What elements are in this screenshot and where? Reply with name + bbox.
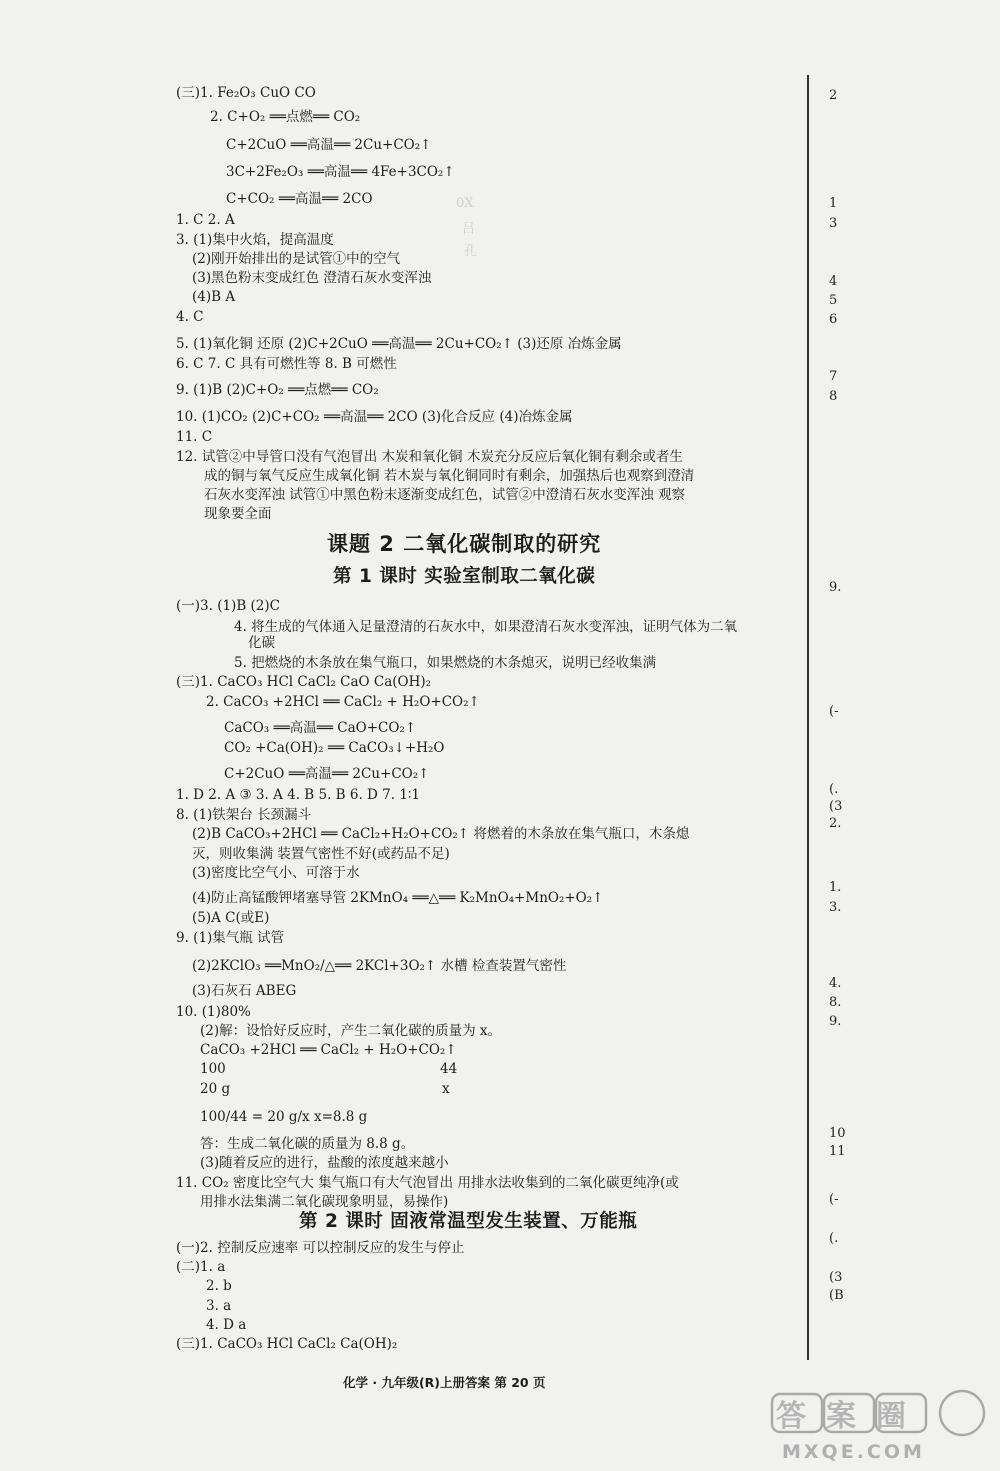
margin-fragment: 9. — [829, 580, 842, 595]
answer-line: 3C+2Fe₂O₃ ══高温══ 4Fe+3CO₂↑ — [226, 164, 455, 180]
answer-line: 11. CO₂ 密度比空气大 集气瓶口有大气泡冒出 用排水法收集到的二氧化碳更纯净(或 — [176, 1175, 679, 1191]
margin-fragment: 8. — [829, 995, 842, 1010]
answer-line: 9. (1)B (2)C+O₂ ══点燃══ CO₂ — [176, 382, 379, 398]
section-heading: 课题 2 二氧化碳制取的研究 — [327, 532, 602, 556]
answer-line: 10. (1)CO₂ (2)C+CO₂ ══高温══ 2CO (3)化合反应 (4)冶炼金属 — [176, 409, 573, 425]
watermark-logo — [762, 1384, 992, 1468]
answer-line: (三)1. Fe₂O₃ CuO CO — [176, 85, 316, 101]
answer-line: 2. C+O₂ ══点燃══ CO₂ — [210, 109, 361, 125]
margin-fragment: 10 — [829, 1126, 846, 1141]
margin-fragment: 11 — [829, 1144, 846, 1159]
watermark-title: 答案圈 — [776, 1399, 926, 1434]
answer-line: (三)1. CaCO₃ HCl CaCl₂ CaO Ca(OH)₂ — [176, 674, 432, 690]
margin-fragment: 5 — [829, 293, 838, 308]
section-heading: 第 1 课时 实验室制取二氧化碳 — [333, 566, 596, 587]
answer-line: CaCO₃ ══高温══ CaO+CO₂↑ — [224, 720, 417, 736]
answer-line: CaCO₃ +2HCl ══ CaCl₂ + H₂O+CO₂↑ — [200, 1042, 457, 1058]
answer-line: 用排水法集满二氧化碳现象明显，易操作) — [200, 1194, 449, 1210]
answer-line: (二)1. a — [176, 1259, 226, 1275]
answer-line: 100 — [200, 1061, 226, 1077]
answer-line: 3. a — [206, 1298, 232, 1314]
margin-fragment: (B — [829, 1288, 844, 1303]
answer-line: CO₂ +Ca(OH)₂ ══ CaCO₃↓+H₂O — [224, 740, 445, 756]
answer-line: (2)B CaCO₃+2HCl ══ CaCl₂+H₂O+CO₂↑ 将燃着的木条放在集气瓶口，木条熄 — [192, 826, 690, 842]
watermark-site: MXQE.COM — [782, 1441, 925, 1463]
margin-fragment: 2. — [829, 816, 842, 831]
answer-line: 6. C 7. C 具有可燃性等 8. B 可燃性 — [176, 356, 397, 372]
margin-fragment: 1. — [829, 880, 842, 895]
margin-fragment: 4. — [829, 976, 842, 991]
answer-line: (3)密度比空气小、可溶于水 — [192, 865, 360, 881]
answer-line: 石灰水变浑浊 试管①中黑色粉末逐渐变成红色，试管②中澄清石灰水变浑浊 观察 — [204, 487, 686, 503]
answer-line: 现象要全面 — [204, 506, 272, 522]
answer-line: 10. (1)80% — [176, 1004, 251, 1020]
answer-line: 答：生成二氧化碳的质量为 8.8 g。 — [200, 1136, 415, 1152]
answer-line: 11. C — [176, 429, 213, 445]
faint-mark: 0X — [456, 196, 474, 211]
answer-line: (一)2. 控制反应速率 可以控制反应的发生与停止 — [176, 1240, 465, 1256]
margin-fragment: (- — [829, 1192, 839, 1207]
answer-line: 1. D 2. A ③ 3. A 4. B 5. B 6. D 7. 1∶1 — [176, 787, 421, 803]
answer-line: 12. 试管②中导管口没有气泡冒出 木炭和氧化铜 木炭充分反应后氧化铜有剩余或者生 — [176, 449, 683, 465]
answer-line: 5. 把燃烧的木条放在集气瓶口，如果燃烧的木条熄灭，说明已经收集满 — [234, 655, 657, 671]
answer-line: 5. (1)氧化铜 还原 (2)C+2CuO ══高温══ 2Cu+CO₂↑ (3)还原 冶炼金属 — [176, 336, 622, 352]
column-divider — [807, 75, 809, 1360]
margin-fragment: (. — [829, 782, 839, 797]
margin-fragment: 8 — [829, 389, 838, 404]
answer-line: 8. (1)铁架台 长颈漏斗 — [176, 807, 312, 823]
answer-line: 成的铜与氧气反应生成氧化铜 若木炭与氧化铜同时有剩余，加强热后也观察到澄清 — [204, 468, 695, 484]
section-heading: 第 2 课时 固液常温型发生装置、万能瓶 — [299, 1211, 638, 1232]
answer-line: 20 g — [200, 1081, 231, 1097]
answer-line: 4. 将生成的气体通入足量澄清的石灰水中，如果澄清石灰水变浑浊，证明气体为二氧 — [234, 619, 738, 635]
answer-line: (3)随着反应的进行，盐酸的浓度越来越小 — [200, 1155, 449, 1171]
faint-mark: 吕 — [462, 222, 476, 237]
answer-line: 4. D a — [206, 1317, 247, 1333]
answer-line: 1. C 2. A — [176, 212, 235, 228]
answer-line: 3. (1)集中火焰，提高温度 — [176, 232, 334, 248]
answer-line: 化碳 — [248, 635, 275, 651]
margin-fragment: 2 — [829, 88, 838, 103]
margin-fragment: (. — [829, 1231, 839, 1246]
answer-line: x — [442, 1081, 450, 1097]
answer-line: C+2CuO ══高温══ 2Cu+CO₂↑ — [224, 766, 430, 782]
answer-line: (5)A C(或E) — [192, 910, 270, 926]
answer-line: (2)2KClO₃ ══MnO₂/△══ 2KCl+3O₂↑ 水槽 检查装置气密性 — [192, 958, 567, 974]
page-footer: 化学 · 九年级(R)上册答案 第 20 页 — [343, 1375, 546, 1390]
answer-line: 4. C — [176, 309, 204, 325]
answer-line: C+2CuO ══高温══ 2Cu+CO₂↑ — [226, 137, 432, 153]
margin-fragment: 9. — [829, 1014, 842, 1029]
answer-line: (4)B A — [192, 289, 236, 305]
answer-line: 44 — [440, 1061, 458, 1077]
answer-line: (3)黑色粉末变成红色 澄清石灰水变浑浊 — [192, 270, 432, 286]
answer-line: (2)解：设恰好反应时，产生二氧化碳的质量为 x。 — [200, 1023, 502, 1039]
answer-line: (三)1. CaCO₃ HCl CaCl₂ Ca(OH)₂ — [176, 1336, 398, 1352]
answer-line: 9. (1)集气瓶 试管 — [176, 930, 285, 946]
answer-line: 2. b — [206, 1278, 232, 1294]
faint-mark: 孔 — [464, 244, 478, 259]
answer-line: (一)3. (1)B (2)C — [176, 598, 280, 614]
margin-fragment: 6 — [829, 312, 838, 327]
margin-fragment: 4 — [829, 274, 838, 289]
answer-line: (2)刚开始排出的是试管①中的空气 — [192, 251, 401, 267]
margin-fragment: 3. — [829, 900, 842, 915]
margin-fragment: 7 — [829, 369, 838, 384]
answer-line: 2. CaCO₃ +2HCl ══ CaCl₂ + H₂O+CO₂↑ — [206, 694, 480, 710]
answer-line: C+CO₂ ══高温══ 2CO — [226, 191, 373, 207]
answer-line: (4)防止高锰酸钾堵塞导管 2KMnO₄ ══△══ K₂MnO₄+MnO₂+O₂↑ — [192, 890, 604, 906]
margin-fragment: (3 — [829, 799, 843, 814]
margin-fragment: 1 — [829, 196, 838, 211]
answer-line: (3)石灰石 ABEG — [192, 983, 297, 999]
margin-fragment: (- — [829, 704, 839, 719]
margin-fragment: (3 — [829, 1270, 843, 1285]
margin-fragment: 3 — [829, 216, 838, 231]
answer-line: 100/44 = 20 g/x x=8.8 g — [200, 1109, 368, 1125]
answer-line: 灭，则收集满 装置气密性不好(或药品不足) — [192, 846, 450, 862]
